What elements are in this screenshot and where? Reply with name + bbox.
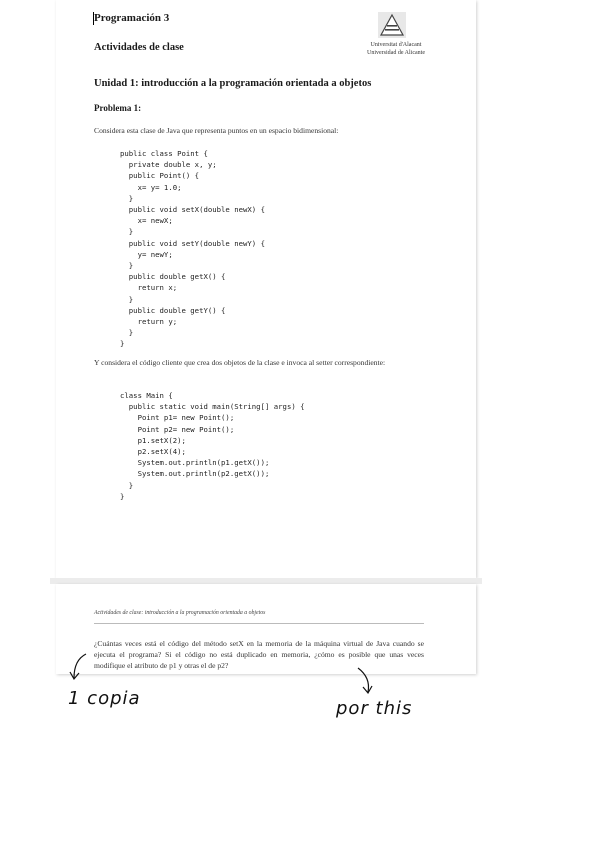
document-page-2 [56, 584, 476, 674]
unit-title: Unidad 1: introducción a la programación orientada a objetos [94, 78, 372, 89]
problem-label: Problema 1: [94, 103, 142, 113]
client-intro-paragraph: Y considera el código cliente que crea dos objetos de la clase e invoca al setter correspondiente: [94, 358, 386, 367]
handwritten-note-right: por this [336, 698, 413, 719]
handwritten-arrow-left-icon [64, 650, 104, 690]
intro-paragraph: Considera esta clase de Java que representa puntos en un espacio bidimensional: [94, 126, 339, 135]
handwritten-arrow-right-icon [350, 664, 380, 698]
document-page-1 [56, 0, 476, 578]
university-name-spanish: Universidad de Alicante [367, 50, 425, 56]
university-name-valencian: Universitat d'Alacant [370, 42, 422, 48]
handwritten-note-left: 1 copia [68, 688, 141, 709]
question-paragraph: ¿Cuántas veces está el código del método setX en la memoria de la máquina virtual de Java cuando se ejecuta el programa? Si el código no está duplicado en memoria, ¿cómo es posible que unas veces modifique el atributo de p1 y otras el de p2? [94, 639, 424, 670]
running-header: Actividades de clase: introducción a la programación orientada a objetos [94, 610, 266, 616]
course-title: Programación 3 [94, 12, 170, 24]
code-block-point-class: public class Point { private double x, y; public Point() { x= y= 1.0; } public void setX(double newX) { x= newX; } public void setY(double newY) { y= newY; } public double getX() { return x; } public double getY() { return y; } } [120, 149, 265, 349]
document-subtitle: Actividades de clase [94, 42, 184, 53]
header-rule [94, 623, 424, 624]
code-block-main-class: class Main { public static void main(String[] args) { Point p1= new Point(); Point p2= new Point(); p1.setX(2); p2.setX(4); System.out.println(p1.getX()); System.out.println(p2.getX()); } } [120, 391, 305, 501]
university-logo-icon [378, 12, 406, 38]
